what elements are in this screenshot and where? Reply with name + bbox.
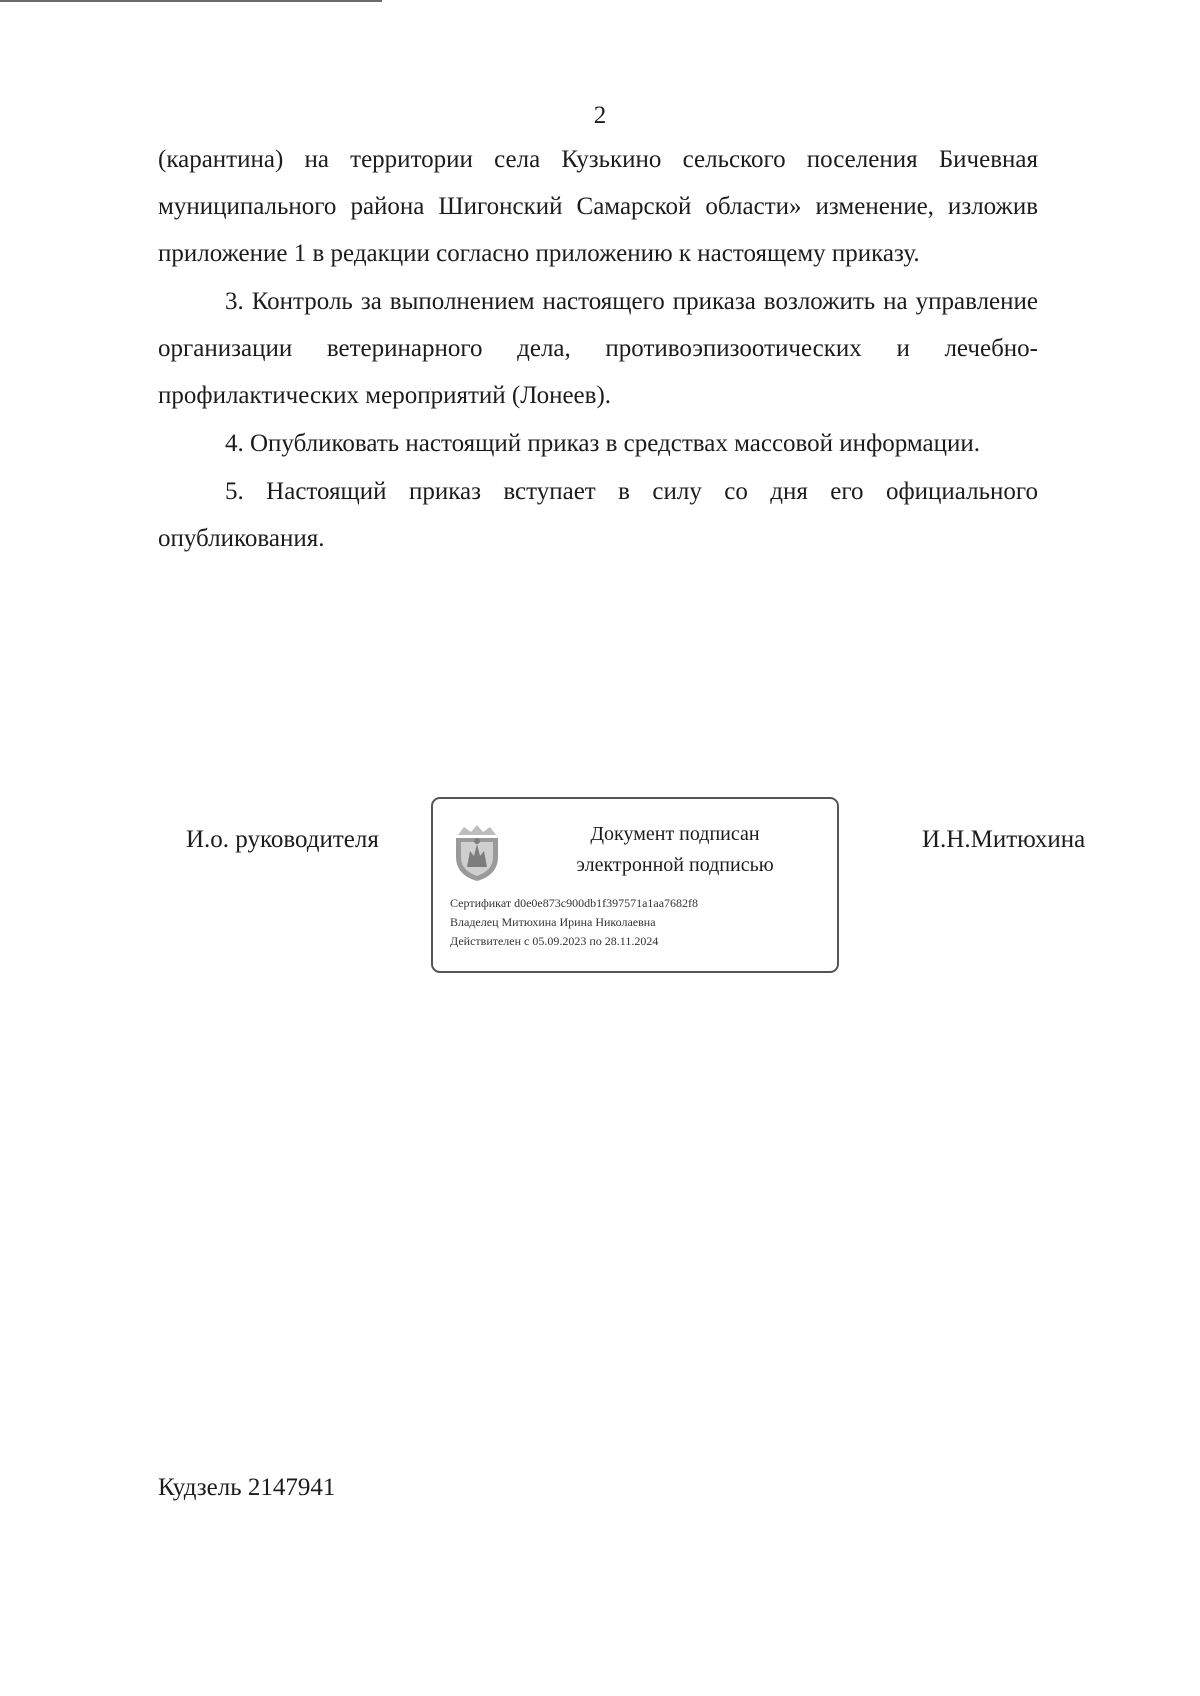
document-body: [158, 136, 1038, 562]
stamp-heading-line-1: Документ подписан: [590, 823, 760, 845]
paragraph-item-3: 3. Контроль за выполнением настоящего приказа возложить на управление организации ветеринарного дела, противоэпизоотических и лечебно-профилактических мероприятий (Лонеев).: [158, 288, 1038, 409]
signer-position-title: И.о. руководителя: [186, 826, 379, 853]
paragraph-item-4: 4. Опубликовать настоящий приказ в средствах массовой информации.: [225, 430, 981, 457]
scan-edge-line: [0, 0, 382, 2]
executor-info: Кудзель 2147941: [158, 1474, 336, 1501]
electronic-signature-stamp: [431, 797, 839, 973]
stamp-heading-line-2: электронной подписью: [576, 854, 774, 876]
paragraph-item-5: 5. Настоящий приказ вступает в силу со дня его официального опубликования.: [158, 478, 1038, 552]
coat-of-arms-icon: [452, 821, 502, 883]
certificate-owner: Владелец Митюхина Ирина Николаевна: [450, 915, 656, 929]
paragraph-continuation: (карантина) на территории села Кузькино сельского поселения Бичевная муниципального района Шигонский Самарской области» изменение, изложив приложение 1 в редакции согласно приложению к настоящему приказу.: [158, 146, 1038, 267]
certificate-number: Сертификат d0e0e873c900db1f397571a1aa7682f8: [450, 896, 699, 910]
stamp-heading: [525, 819, 825, 881]
stamp-details: [450, 894, 698, 951]
page-number: 2: [593, 102, 607, 129]
signer-name: И.Н.Митюхина: [922, 826, 1086, 853]
certificate-validity: Действителен с 05.09.2023 по 28.11.2024: [450, 934, 659, 948]
